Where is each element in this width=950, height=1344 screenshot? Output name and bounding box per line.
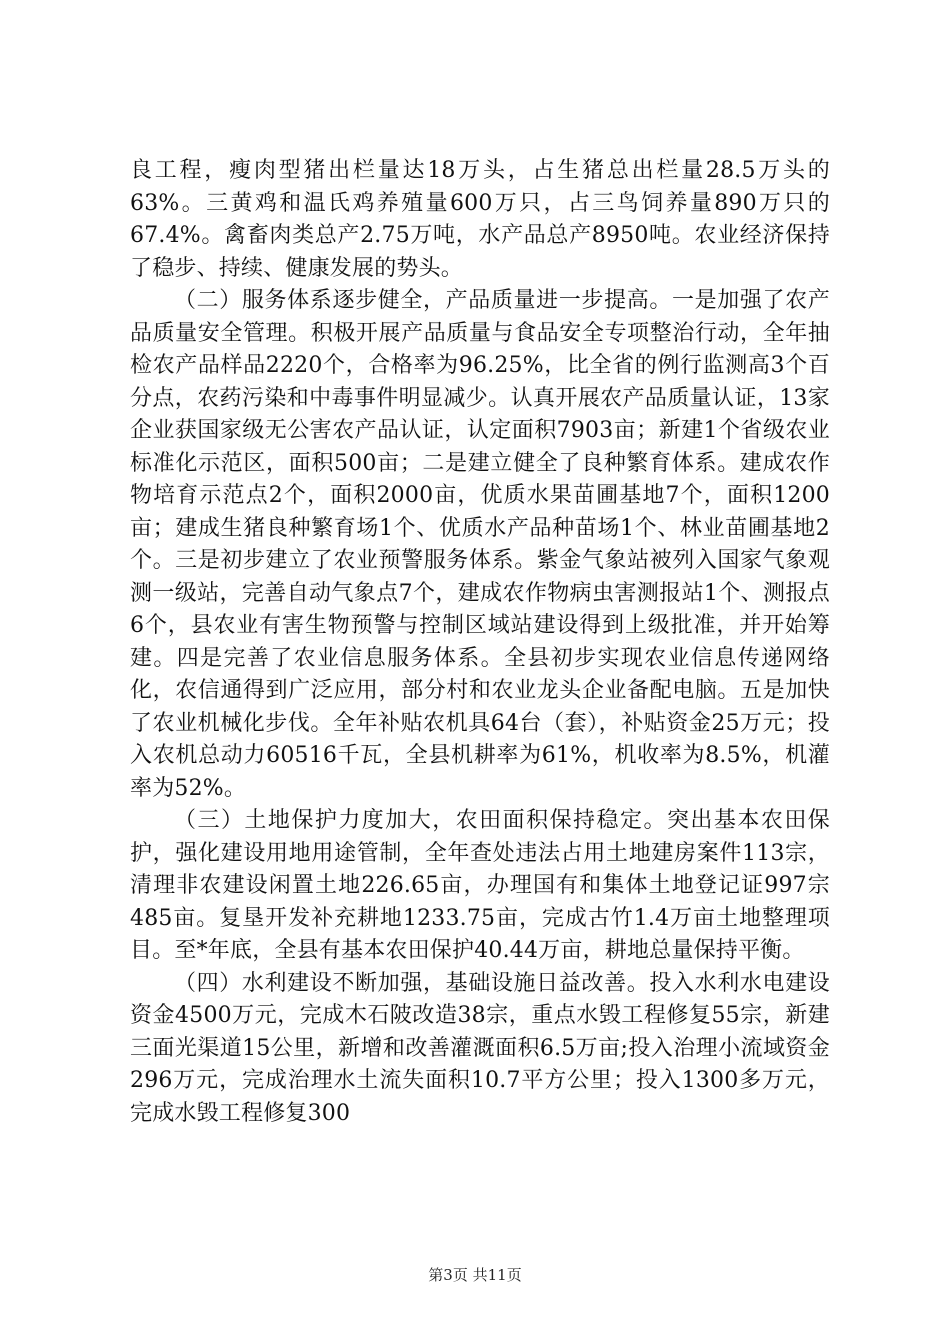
paragraph-livestock: 良工程，瘦肉型猪出栏量达18万头，占生猪总出栏量28.5万头的63%。三黄鸡和温氏鸡养殖量600万只，占三鸟饲养量890万只的67.4%。禽畜肉类总产2.75万吨，水产品总产8950吨。农业经济保持了稳步、持续、健康发展的势头。 (130, 158, 830, 281)
paragraph-water-conservancy: （四）水利建设不断加强，基础设施日益改善。投入水利水电建设资金4500万元，完成木石陂改造38宗，重点水毁工程修复55宗，新建三面光渠道15公里，新增和改善灌溉面积6.5万亩;投入治理小流域资金296万元，完成治理水土流失面积10.7平方公里；投入1300多万元，完成水毁工程修复300 (130, 970, 830, 1126)
document-body (130, 155, 830, 1130)
paragraph-land-protection: （三）土地保护力度加大，农田面积保持稳定。突出基本农田保护，强化建设用地用途管制，全年查处违法占用土地建房案件113宗，清理非农建设闲置土地226.65亩，办理国有和集体土地登记证997宗485亩。复垦开发补充耕地1233.75亩，完成古竹1.4万亩土地整理项目。至*年底，全县有基本农田保护40.44万亩，耕地总量保持平衡。 (130, 808, 830, 963)
paragraph-service-system: （二）服务体系逐步健全，产品质量进一步提高。一是加强了农产品质量安全管理。积极开展产品质量与食品安全专项整治行动，全年抽检农产品样品2220个，合格率为96.25%，比全省的例行监测高3个百分点，农药污染和中毒事件明显减少。认真开展农产品质量认证，13家企业获国家级无公害农产品认证，认定面积7903亩；新建1个省级农业标准化示范区，面积500亩；二是建立健全了良种繁育体系。建成农作物培育示范点2个，面积2000亩，优质水果苗圃基地7个，面积1200亩；建成生猪良种繁育场1个、优质水产品种苗场1个、林业苗圃基地2个。三是初步建立了农业预警服务体系。紫金气象站被列入国家气象观测一级站，完善自动气象点7个，建成农作物病虫害测报站1个、测报点6个，县农业有害生物预警与控制区域站建设得到上级批准，并开始筹建。四是完善了农业信息服务体系。全县初步实现农业信息传递网络化，农信通得到广泛应用，部分村和农业龙头企业备配电脑。五是加快了农业机械化步伐。全年补贴农机具64台（套），补贴资金25万元；投入农机总动力60516千瓦，全县机耕率为61%，机收率为8.5%，机灌率为52%。 (130, 288, 830, 801)
page-footer: 第3页 共11页 (428, 1266, 522, 1284)
